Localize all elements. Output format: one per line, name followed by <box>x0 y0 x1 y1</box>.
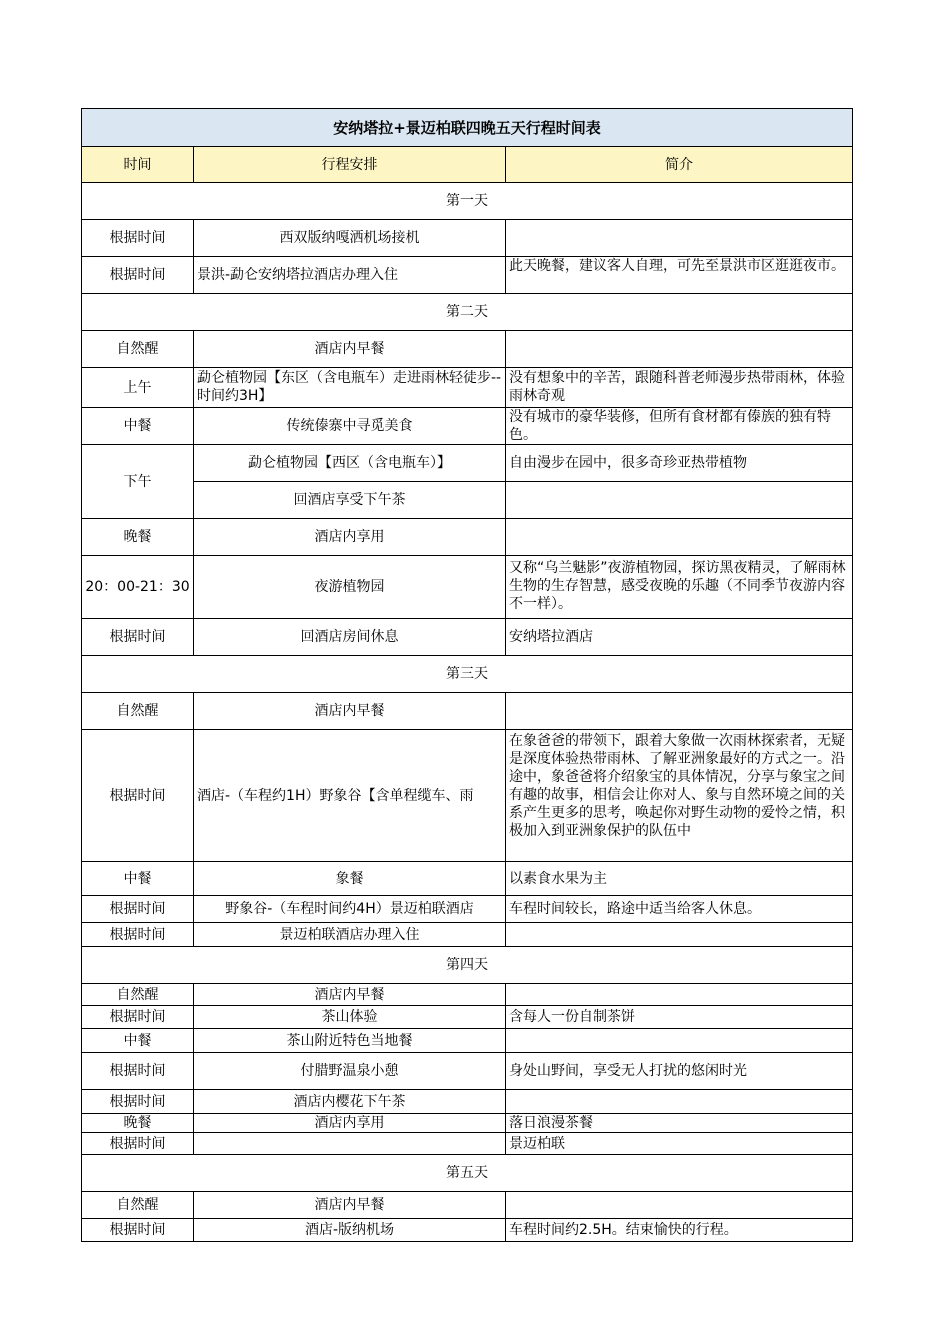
time-cell: 根据时间 <box>82 220 194 257</box>
time-cell: 自然醒 <box>82 331 194 368</box>
plan-cell: 酒店内早餐 <box>194 331 506 368</box>
day-row <box>82 183 853 220</box>
day-row <box>82 947 853 984</box>
table-row <box>82 923 853 947</box>
time-cell: 根据时间 <box>82 1219 194 1242</box>
title-row <box>82 109 853 147</box>
intro-cell <box>506 519 853 556</box>
plan-cell: 酒店内享用 <box>194 1114 506 1133</box>
table-row <box>82 445 853 482</box>
day-label: 第四天 <box>82 947 853 984</box>
time-cell: 晚餐 <box>82 519 194 556</box>
table-row <box>82 368 853 408</box>
intro-cell <box>506 331 853 368</box>
time-cell: 晚餐 <box>82 1114 194 1133</box>
intro-cell: 车程时间约2.5H。结束愉快的行程。 <box>506 1219 853 1242</box>
intro-text: 此天晚餐，建议客人自理，可先至景洪市区逛逛夜市。 <box>509 258 845 274</box>
time-cell: 中餐 <box>82 408 194 445</box>
plan-cell: 勐仑植物园【西区（含电瓶车）】 <box>194 445 506 482</box>
time-cell: 下午 <box>82 445 194 519</box>
plan-cell: 酒店内早餐 <box>194 1192 506 1219</box>
intro-cell <box>506 693 853 730</box>
time-cell: 根据时间 <box>82 619 194 656</box>
table-row <box>82 220 853 257</box>
table-row <box>82 519 853 556</box>
table-row <box>82 730 853 862</box>
plan-cell: 回酒店享受下午茶 <box>194 482 506 519</box>
intro-cell <box>506 482 853 519</box>
header-row <box>82 147 853 183</box>
plan-cell: 酒店内早餐 <box>194 693 506 730</box>
intro-cell <box>506 1090 853 1114</box>
plan-cell: 酒店内享用 <box>194 519 506 556</box>
plan-cell: 传统傣寨中寻觅美食 <box>194 408 506 445</box>
day-label: 第一天 <box>82 183 853 220</box>
table-row <box>82 1053 853 1090</box>
table-row <box>82 331 853 368</box>
table-row <box>82 896 853 923</box>
time-cell: 根据时间 <box>82 1133 194 1155</box>
day-row <box>82 656 853 693</box>
plan-cell: 景洪-勐仑安纳塔拉酒店办理入住 <box>194 257 506 294</box>
intro-text: 在象爸爸的带领下，跟着大象做一次雨林探索者，无疑是深度体验热带雨林、了解亚洲象最好的方式之一。沿途中，象爸爸将介绍象宝的具体情况，分享与象宝之间有趣的故事，相信会让你对人、象与自然环境之间的关系产生更多的思考，唤起你对野生动物的爱怜之情，积极加入到亚洲象保护的队伍中 <box>509 732 845 839</box>
plan-cell: 付腊野温泉小憩 <box>194 1053 506 1090</box>
intro-cell: 身处山野间，享受无人打扰的悠闲时光 <box>506 1053 853 1090</box>
table-row <box>82 1219 853 1242</box>
intro-text: 没有想象中的辛苦，跟随科普老师漫步热带雨林，体验雨林奇观 <box>509 369 845 404</box>
table-row <box>82 1029 853 1053</box>
intro-cell <box>506 984 853 1006</box>
plan-cell: 野象谷-（车程时间约4H）景迈柏联酒店 <box>194 896 506 923</box>
intro-text: 又称“乌兰魅影”夜游植物园，探访黑夜精灵，了解雨林生物的生存智慧，感受夜晚的乐趣（不同季节夜游内容不一样）。 <box>509 560 846 612</box>
intro-cell: 车程时间较长，路途中适当给客人休息。 <box>506 896 853 923</box>
table-row <box>82 482 853 519</box>
table-row <box>82 1114 853 1133</box>
header-intro: 简介 <box>506 147 853 183</box>
time-cell: 自然醒 <box>82 693 194 730</box>
plan-cell: 西双版纳嘎洒机场接机 <box>194 220 506 257</box>
header-plan: 行程安排 <box>194 147 506 183</box>
plan-cell: 茶山附近特色当地餐 <box>194 1029 506 1053</box>
plan-cell: 景迈柏联酒店办理入住 <box>194 923 506 947</box>
time-cell: 根据时间 <box>82 1006 194 1029</box>
plan-cell: 茶山体验 <box>194 1006 506 1029</box>
plan-cell: 回酒店房间休息 <box>194 619 506 656</box>
itinerary-table <box>81 108 853 1242</box>
time-cell: 中餐 <box>82 862 194 896</box>
intro-cell <box>506 1029 853 1053</box>
plan-text: 勐仑植物园【东区（含电瓶车）走进雨林轻徒步--时间约3H】 <box>197 369 502 404</box>
time-cell: 根据时间 <box>82 923 194 947</box>
intro-cell: 自由漫步在园中，很多奇珍亚热带植物 <box>506 445 853 482</box>
table-row <box>82 1006 853 1029</box>
intro-cell <box>506 730 853 862</box>
plan-cell: 酒店内樱花下午茶 <box>194 1090 506 1114</box>
plan-cell: 夜游植物园 <box>194 556 506 619</box>
intro-cell <box>506 923 853 947</box>
plan-cell: 象餐 <box>194 862 506 896</box>
plan-cell <box>194 368 506 408</box>
intro-cell: 含每人一份自制茶饼 <box>506 1006 853 1029</box>
table-row <box>82 984 853 1006</box>
intro-cell: 安纳塔拉酒店 <box>506 619 853 656</box>
table-row <box>82 1133 853 1155</box>
time-cell: 根据时间 <box>82 257 194 294</box>
intro-cell: 景迈柏联 <box>506 1133 853 1155</box>
intro-cell <box>506 1192 853 1219</box>
intro-cell <box>506 408 853 445</box>
time-cell: 上午 <box>82 368 194 408</box>
intro-cell <box>506 368 853 408</box>
table-row <box>82 693 853 730</box>
plan-cell: 酒店-版纳机场 <box>194 1219 506 1242</box>
intro-cell: 以素食水果为主 <box>506 862 853 896</box>
day-row <box>82 294 853 331</box>
time-cell: 根据时间 <box>82 1090 194 1114</box>
intro-cell <box>506 220 853 257</box>
time-cell: 根据时间 <box>82 1053 194 1090</box>
table-row <box>82 1090 853 1114</box>
table-title: 安纳塔拉+景迈柏联四晚五天行程时间表 <box>82 109 853 147</box>
day-row <box>82 1155 853 1192</box>
plan-cell: 酒店-（车程约1H）野象谷【含单程缆车、雨 <box>194 730 506 862</box>
day-label: 第五天 <box>82 1155 853 1192</box>
plan-cell: 酒店内早餐 <box>194 984 506 1006</box>
intro-text: 没有城市的豪华装修，但所有食材都有傣族的独有特色。 <box>509 409 831 443</box>
header-time: 时间 <box>82 147 194 183</box>
time-cell: 自然醒 <box>82 984 194 1006</box>
time-cell: 根据时间 <box>82 896 194 923</box>
table-row <box>82 1192 853 1219</box>
table-row <box>82 257 853 294</box>
time-cell: 根据时间 <box>82 730 194 862</box>
table-row <box>82 862 853 896</box>
day-label: 第三天 <box>82 656 853 693</box>
intro-cell <box>506 257 853 294</box>
table-row <box>82 619 853 656</box>
time-cell: 中餐 <box>82 1029 194 1053</box>
day-label: 第二天 <box>82 294 853 331</box>
time-cell: 20：00-21：30 <box>82 556 194 619</box>
table-row <box>82 408 853 445</box>
intro-cell: 落日浪漫茶餐 <box>506 1114 853 1133</box>
time-cell: 自然醒 <box>82 1192 194 1219</box>
intro-cell <box>506 556 853 619</box>
plan-cell <box>194 1133 506 1155</box>
table-row <box>82 556 853 619</box>
